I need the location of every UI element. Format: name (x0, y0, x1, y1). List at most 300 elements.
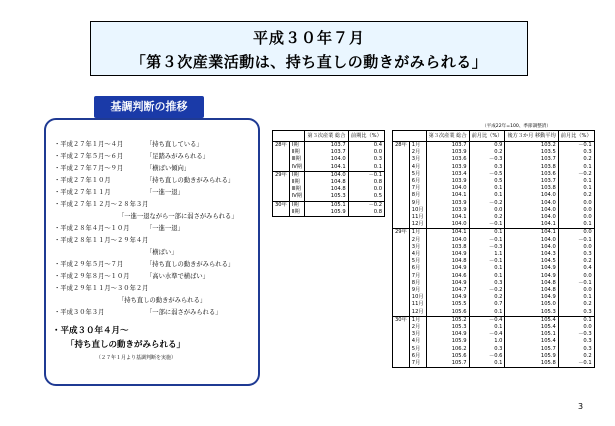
row-year (393, 185, 410, 192)
row-ma-change: 0.2 (558, 301, 594, 308)
row-change: －0.2 (469, 200, 505, 207)
row-month: 5月 (409, 258, 426, 265)
monthly-row (393, 316, 595, 324)
row-change: 0.2 (469, 214, 505, 221)
row-change: 1.1 (469, 251, 505, 258)
row-year (393, 338, 410, 345)
row-index: 104.7 (426, 287, 469, 294)
row-ma-change: 0.0 (558, 214, 594, 221)
monthly-row (393, 171, 595, 178)
quarterly-row (273, 179, 385, 186)
header-ma-change: 前月比（%） (558, 131, 594, 142)
row-index: 105.9 (426, 338, 469, 345)
row-month: 4月 (409, 251, 426, 258)
history-period: ・平成２９年１１月～３０年２月 (54, 285, 149, 292)
history-judgment: 「一進一退」 (146, 189, 184, 196)
row-month: 2月 (409, 149, 426, 156)
row-year (393, 164, 410, 171)
row-index: 105.5 (426, 301, 469, 308)
row-quarter: Ⅳ期 (290, 164, 305, 172)
header-change: 前期比（%） (348, 131, 384, 142)
quarterly-row (273, 201, 385, 209)
row-change: －0.2 (469, 287, 505, 294)
row-ma-change: 0.2 (558, 156, 594, 163)
row-index: 105.1 (305, 201, 349, 209)
row-ma-change: 0.0 (558, 200, 594, 207)
row-year (393, 324, 410, 331)
row-ma: 104.9 (505, 294, 558, 301)
row-index: 104.8 (305, 186, 349, 193)
history-judgment: 「持ち直しの動きがみられる」 (118, 297, 207, 304)
row-change: 0.9 (469, 142, 505, 150)
row-index: 105.2 (426, 316, 469, 324)
row-index: 104.1 (426, 229, 469, 237)
row-year (393, 214, 410, 221)
row-change: 0.3 (348, 156, 384, 163)
quarterly-row (273, 193, 385, 201)
row-ma: 104.9 (505, 265, 558, 272)
monthly-row (393, 338, 595, 345)
row-ma-change: 0.4 (558, 265, 594, 272)
row-change: 0.3 (469, 346, 505, 353)
row-change: 0.4 (348, 142, 384, 150)
row-index: 105.3 (305, 193, 349, 201)
row-ma: 104.8 (505, 287, 558, 294)
history-item (118, 297, 206, 305)
monthly-table (392, 130, 595, 368)
row-ma: 104.5 (505, 258, 558, 265)
row-year (393, 273, 410, 280)
row-quarter: Ⅰ期 (290, 142, 305, 150)
history-period: ・平成２７年１１月 (54, 189, 111, 196)
history-period: ・平成２７年１月～４月 (54, 141, 124, 148)
quarterly-row (273, 164, 385, 172)
row-year (393, 265, 410, 272)
row-year: 29年 (393, 229, 410, 237)
row-change: 0.1 (469, 229, 505, 237)
row-year: 29年 (273, 171, 290, 179)
row-ma: 104.0 (505, 237, 558, 244)
row-ma-change: 0.2 (558, 258, 594, 265)
row-change: 0.1 (469, 309, 505, 317)
row-quarter: Ⅲ期 (290, 186, 305, 193)
history-item (54, 309, 222, 317)
monthly-row (393, 324, 595, 331)
row-month: 3月 (409, 244, 426, 251)
row-year (393, 287, 410, 294)
row-year (273, 149, 290, 156)
monthly-table-note: （平成22年=100、季節調整済） (482, 124, 551, 129)
monthly-row (393, 309, 595, 317)
row-year (393, 353, 410, 360)
row-index: 104.0 (426, 221, 469, 229)
row-year (393, 309, 410, 317)
row-year (393, 221, 410, 229)
row-ma-change: 0.0 (558, 229, 594, 237)
history-period: ・平成２８年１１月～２９年４月 (54, 237, 149, 244)
current-period: ・平成３０年４月～ (52, 326, 129, 336)
row-ma-change: 0.1 (558, 178, 594, 185)
row-index: 103.6 (426, 156, 469, 163)
row-ma: 105.1 (505, 331, 558, 338)
row-month: 5月 (409, 346, 426, 353)
row-year (393, 360, 410, 368)
row-ma: 103.2 (505, 142, 558, 150)
row-index: 105.6 (426, 309, 469, 317)
history-item (118, 213, 238, 221)
quarterly-row (273, 209, 385, 217)
row-month: 1月 (409, 229, 426, 237)
history-item (54, 225, 184, 233)
quarterly-row (273, 171, 385, 179)
row-index: 104.1 (426, 214, 469, 221)
row-year (273, 193, 290, 201)
row-index: 104.0 (426, 185, 469, 192)
row-change: －0.2 (348, 201, 384, 209)
row-ma-change: －0.3 (558, 331, 594, 338)
row-change: －0.5 (469, 171, 505, 178)
row-month: 10月 (409, 207, 426, 214)
row-index: 104.6 (426, 273, 469, 280)
row-ma: 104.8 (505, 280, 558, 287)
row-index: 104.0 (426, 237, 469, 244)
row-ma-change: －0.1 (558, 142, 594, 150)
row-month: 8月 (409, 280, 426, 287)
monthly-row (393, 156, 595, 163)
row-index: 105.9 (305, 209, 349, 217)
row-month: 7月 (409, 185, 426, 192)
row-ma-change: 0.1 (558, 185, 594, 192)
history-item (54, 261, 235, 269)
history-judgment: 「一部に弱さがみられる」 (146, 309, 222, 316)
row-change: 0.5 (348, 193, 384, 201)
monthly-row (393, 280, 595, 287)
row-ma-change: 0.2 (558, 353, 594, 360)
row-ma: 103.7 (505, 156, 558, 163)
monthly-row (393, 331, 595, 338)
monthly-row (393, 207, 595, 214)
monthly-row (393, 237, 595, 244)
row-change: －0.1 (469, 221, 505, 229)
row-change: －0.1 (348, 171, 384, 179)
row-year (393, 192, 410, 199)
quarterly-row (273, 142, 385, 150)
row-ma-change: 0.1 (558, 294, 594, 301)
row-year (393, 301, 410, 308)
row-ma-change: 0.0 (558, 207, 594, 214)
monthly-row (393, 192, 595, 199)
row-year: 28年 (273, 142, 290, 150)
monthly-row (393, 185, 595, 192)
row-change: 0.3 (469, 164, 505, 171)
row-change: 0.1 (469, 273, 505, 280)
row-change: 0.1 (469, 324, 505, 331)
header-change: 前月比（%） (469, 131, 505, 142)
row-month: 1月 (409, 316, 426, 324)
row-ma-change: 0.3 (558, 338, 594, 345)
history-item (54, 273, 209, 281)
row-change: －0.1 (469, 258, 505, 265)
row-ma: 104.0 (505, 207, 558, 214)
row-change: 0.1 (469, 192, 505, 199)
row-index: 105.3 (426, 324, 469, 331)
row-month: 2月 (409, 324, 426, 331)
row-ma: 104.0 (505, 192, 558, 199)
row-index: 103.9 (426, 178, 469, 185)
row-ma-change: 0.0 (558, 244, 594, 251)
row-month: 10月 (409, 294, 426, 301)
history-period: ・平成２９年８月～１０月 (54, 273, 130, 280)
row-year (393, 207, 410, 214)
row-ma: 105.0 (505, 301, 558, 308)
row-change: 0.0 (348, 186, 384, 193)
history-item (54, 141, 203, 149)
row-month: 8月 (409, 192, 426, 199)
row-year (273, 164, 290, 172)
monthly-row (393, 221, 595, 229)
row-ma-change: 0.0 (558, 287, 594, 294)
history-judgment: 「持ち直しの動きがみられる」 (146, 177, 235, 184)
monthly-row (393, 258, 595, 265)
row-quarter: Ⅰ期 (290, 171, 305, 179)
row-ma: 105.9 (505, 353, 558, 360)
row-index: 103.7 (426, 142, 469, 150)
row-ma: 105.4 (505, 338, 558, 345)
row-month: 6月 (409, 265, 426, 272)
row-change: －0.4 (469, 331, 505, 338)
page-number: 3 (578, 402, 584, 411)
quarterly-header (273, 131, 385, 142)
row-year (273, 209, 290, 217)
row-year (273, 179, 290, 186)
monthly-row (393, 200, 595, 207)
row-ma-change: －0.1 (558, 280, 594, 287)
row-index: 104.9 (426, 280, 469, 287)
history-item (54, 237, 148, 245)
monthly-row (393, 273, 595, 280)
row-index: 104.9 (426, 251, 469, 258)
row-year (393, 251, 410, 258)
header-blank (393, 131, 427, 142)
row-ma: 105.7 (505, 346, 558, 353)
row-month: 12月 (409, 309, 426, 317)
monthly-row (393, 178, 595, 185)
row-change: －0.3 (469, 156, 505, 163)
row-year (393, 346, 410, 353)
row-change: 0.1 (469, 265, 505, 272)
row-ma-change: 0.0 (558, 273, 594, 280)
row-index: 105.6 (426, 353, 469, 360)
row-index: 103.7 (305, 142, 349, 150)
row-ma: 103.7 (505, 178, 558, 185)
row-ma: 103.8 (505, 185, 558, 192)
row-year (273, 156, 290, 163)
monthly-row (393, 229, 595, 237)
panel-header: 基調判断の推移 (94, 96, 204, 118)
row-ma: 104.1 (505, 221, 558, 229)
row-year (393, 237, 410, 244)
row-change: 0.0 (348, 149, 384, 156)
monthly-header (393, 131, 595, 142)
row-month: 4月 (409, 164, 426, 171)
row-year (393, 178, 410, 185)
row-year (393, 200, 410, 207)
row-index: 104.9 (426, 294, 469, 301)
row-ma: 103.6 (505, 171, 558, 178)
title-banner (90, 21, 528, 76)
row-month: 4月 (409, 338, 426, 345)
row-index: 103.8 (426, 244, 469, 251)
row-index: 104.1 (426, 192, 469, 199)
row-year: 28年 (393, 142, 410, 150)
row-year: 30年 (273, 201, 290, 209)
row-ma: 103.8 (505, 164, 558, 171)
row-year (393, 331, 410, 338)
history-item (146, 249, 177, 257)
row-index: 103.4 (426, 171, 469, 178)
header-series: 第３次産業 総合 (305, 131, 349, 142)
row-change: －0.3 (469, 244, 505, 251)
row-quarter: Ⅱ期 (290, 209, 305, 217)
row-index: 104.0 (305, 156, 349, 163)
row-year (393, 171, 410, 178)
row-year (393, 294, 410, 301)
history-judgment: 「一進一退ながら一部に弱さがみられる」 (118, 213, 238, 220)
row-ma-change: 0.0 (558, 324, 594, 331)
row-ma: 104.0 (505, 200, 558, 207)
row-ma: 103.5 (505, 149, 558, 156)
row-change: 0.8 (348, 179, 384, 186)
quarterly-row (273, 149, 385, 156)
monthly-row (393, 251, 595, 258)
history-period: ・平成２８年４月～１０月 (54, 225, 130, 232)
row-change: 0.2 (469, 149, 505, 156)
row-ma: 104.1 (505, 229, 558, 237)
monthly-row (393, 265, 595, 272)
monthly-row (393, 353, 595, 360)
row-month: 6月 (409, 353, 426, 360)
row-ma: 104.3 (505, 251, 558, 258)
row-ma: 104.0 (505, 244, 558, 251)
row-ma-change: －0.2 (558, 171, 594, 178)
row-ma-change: 0.3 (558, 309, 594, 317)
row-month: 1月 (409, 142, 426, 150)
monthly-row (393, 164, 595, 171)
row-change: 0.1 (348, 164, 384, 172)
row-quarter: Ⅲ期 (290, 156, 305, 163)
row-ma-change: 0.2 (558, 192, 594, 199)
row-month: 12月 (409, 221, 426, 229)
row-index: 103.9 (426, 149, 469, 156)
current-status: 「持ち直しの動きがみられる」 (66, 340, 186, 350)
row-ma-change: 0.3 (558, 346, 594, 353)
row-index: 103.9 (426, 207, 469, 214)
row-ma-change: 0.3 (558, 149, 594, 156)
monthly-row (393, 142, 595, 150)
row-index: 103.7 (305, 149, 349, 156)
header-series: 第３次産業 総合 (426, 131, 469, 142)
row-index: 105.7 (426, 360, 469, 368)
history-item (54, 153, 209, 161)
history-judgment: 「持ち直している」 (146, 141, 203, 148)
history-period: ・平成２７年５月～６月 (54, 153, 124, 160)
history-period: ・平成２７年１０月 (54, 177, 111, 184)
row-quarter: Ⅱ期 (290, 179, 305, 186)
title-date: 平成３０年７月 (252, 29, 365, 47)
row-ma-change: 0.1 (558, 221, 594, 229)
quarterly-row (273, 156, 385, 163)
row-ma: 104.9 (505, 273, 558, 280)
row-year (393, 156, 410, 163)
history-item (54, 165, 191, 173)
monthly-row (393, 301, 595, 308)
history-judgment: 「横ばい」 (146, 249, 178, 256)
history-period: ・平成２７年７月～９月 (54, 165, 124, 172)
history-judgment: 「高い水準で横ばい」 (146, 273, 209, 280)
row-change: －0.1 (469, 237, 505, 244)
row-ma-change: －0.1 (558, 360, 594, 368)
row-index: 103.9 (426, 200, 469, 207)
history-judgment: 「横ばい傾向」 (146, 165, 191, 172)
row-month: 6月 (409, 178, 426, 185)
history-judgment: 「一進一退」 (146, 225, 184, 232)
row-year: 30年 (393, 316, 410, 324)
row-month: 2月 (409, 237, 426, 244)
row-year (393, 280, 410, 287)
history-judgment: 「持ち直しの動きがみられる」 (146, 261, 235, 268)
row-month: 9月 (409, 200, 426, 207)
row-ma: 105.4 (505, 324, 558, 331)
history-item (54, 285, 148, 293)
history-item (54, 177, 235, 185)
monthly-row (393, 244, 595, 251)
row-index: 104.1 (305, 164, 349, 172)
row-month: 11月 (409, 301, 426, 308)
title-headline: 「第３次産業活動は、持ち直しの動きがみられる」 (130, 53, 488, 71)
monthly-row (393, 149, 595, 156)
row-year (273, 186, 290, 193)
row-ma-change: －0.1 (558, 237, 594, 244)
row-change: 0.8 (348, 209, 384, 217)
row-change: －0.4 (469, 316, 505, 324)
row-year (393, 149, 410, 156)
panel-footnote: （２７年１月より基調判断を実施） (96, 355, 177, 361)
header-moving-average: 後方３か月 移動平均 (505, 131, 558, 142)
quarterly-row (273, 186, 385, 193)
row-ma: 104.0 (505, 214, 558, 221)
row-quarter: Ⅱ期 (290, 149, 305, 156)
row-index: 103.9 (426, 164, 469, 171)
row-index: 104.8 (426, 258, 469, 265)
monthly-row (393, 360, 595, 368)
header-blank (273, 131, 305, 142)
monthly-row (393, 346, 595, 353)
row-index: 104.0 (305, 171, 349, 179)
row-change: 0.2 (469, 294, 505, 301)
history-item (54, 201, 148, 209)
row-year (393, 258, 410, 265)
history-period: ・平成３０年３月 (54, 309, 105, 316)
row-month: 11月 (409, 214, 426, 221)
history-judgment: 「足踏みがみられる」 (146, 153, 209, 160)
row-month: 7月 (409, 273, 426, 280)
row-quarter: Ⅳ期 (290, 193, 305, 201)
row-index: 104.9 (426, 265, 469, 272)
row-ma: 105.4 (505, 316, 558, 324)
row-index: 106.2 (426, 346, 469, 353)
row-month: 3月 (409, 331, 426, 338)
row-ma: 105.8 (505, 360, 558, 368)
